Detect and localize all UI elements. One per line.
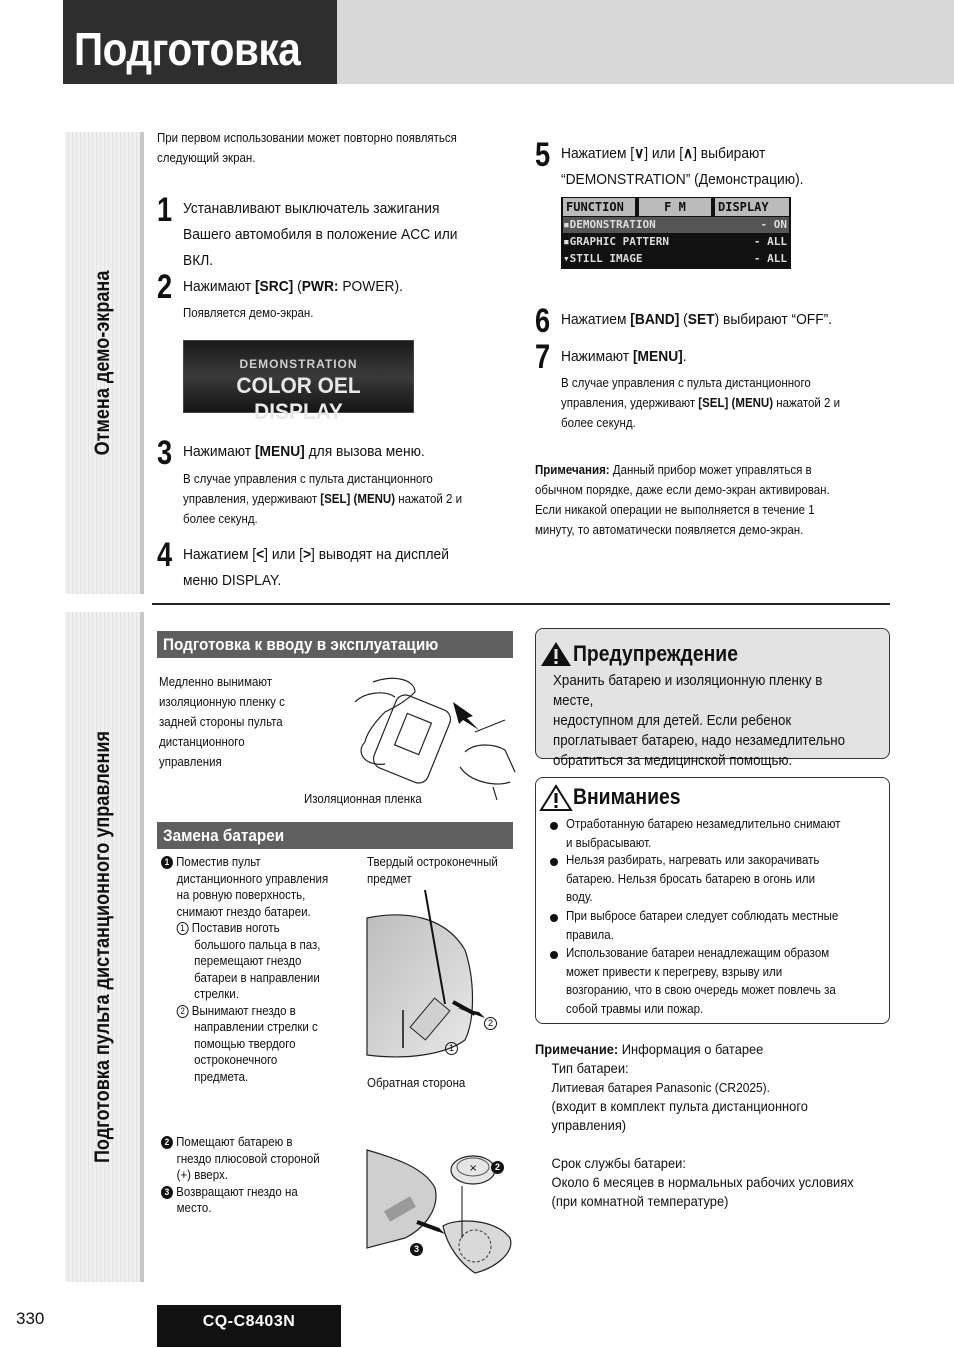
menu-header-function: FUNCTION	[563, 198, 635, 216]
prep-line: Медленно вынимают	[159, 675, 273, 689]
bullet-icon	[550, 914, 558, 922]
menu-header-fm: F M	[639, 198, 711, 216]
sel-menu-key: [SEL] (MENU)	[320, 492, 396, 506]
prep-line: изоляционную пленку с	[159, 695, 285, 709]
battery-line: предмета.	[194, 1069, 249, 1084]
right-arrow-icon: >	[302, 546, 312, 563]
model-badge: CQ-C8403N	[157, 1305, 341, 1347]
caution-item	[566, 907, 838, 944]
section-bar-label: Подготовка к вводу в эксплуатацию	[163, 635, 439, 654]
sub-text: нажатой 2 и	[395, 492, 463, 506]
sub-line: более секунд.	[183, 512, 258, 526]
figure-callout	[445, 1039, 458, 1057]
battery-line: Поместив пульт	[176, 855, 261, 869]
caution-line: и выбрасывают.	[566, 835, 652, 850]
battery-removal-illustration	[365, 890, 515, 1070]
step-text: Нажатием [	[561, 145, 635, 162]
step-2-sub: Появляется демо-экран.	[183, 306, 314, 320]
sel-menu-key: [SEL] (MENU)	[698, 396, 774, 410]
side-tab-remote	[65, 612, 144, 1282]
battery-line: направлении стрелки с	[194, 1020, 318, 1034]
battery-line: снимают гнездо батареи.	[176, 904, 311, 919]
note-label: Примечания:	[535, 463, 610, 477]
step-4-text	[183, 542, 449, 594]
warning-box	[535, 628, 890, 769]
prep-text	[159, 672, 285, 772]
note-line: Литиевая батарея Panasonic (CR2025).	[551, 1080, 770, 1095]
battery-line: гнездо плюсовой стороной	[176, 1151, 320, 1166]
battery-line: перемещают гнездо	[194, 954, 302, 968]
menu-key: [MENU]	[254, 443, 305, 460]
step-line: меню DISPLAY.	[183, 572, 282, 589]
step-text: Нажимают	[561, 348, 633, 365]
battery-line: батареи в направлении	[194, 970, 320, 985]
left-arrow-icon: <	[256, 546, 265, 563]
side-tab-remote-label: Подготовка пульта дистанционного управления	[90, 730, 114, 1164]
caution-line: возгоранию, что в свою очередь может повлечь за	[566, 983, 836, 997]
step-number: 6	[535, 302, 551, 340]
callout-badge: 2	[491, 1161, 504, 1174]
caution-line: собой травмы или пожар.	[566, 1001, 704, 1016]
step-text: (	[293, 278, 302, 295]
menu-row-demonstration	[563, 217, 789, 233]
callout-badge: 3	[410, 1243, 423, 1256]
note-label: Примечание:	[535, 1041, 619, 1057]
bullet-icon	[550, 951, 558, 959]
note-line: Около 6 месяцев в нормальных рабочих условиях	[551, 1174, 854, 1190]
tool-line: Твердый остроконечный	[367, 855, 498, 869]
caution-item	[566, 944, 836, 1018]
battery-line: стрелки.	[194, 987, 239, 1001]
menu-row-graphic	[563, 234, 789, 250]
battery-step-2-3	[161, 1134, 320, 1217]
film-removal-illustration	[345, 672, 517, 802]
substep-badge: 1	[177, 922, 189, 935]
section-bar-battery	[157, 822, 513, 849]
step-number: 7	[535, 338, 551, 376]
note-line: управления)	[551, 1117, 627, 1133]
prep-line: управления	[159, 755, 222, 769]
demo-screen-line1: DEMONSTRATION	[239, 357, 358, 371]
band-key: [BAND]	[630, 311, 680, 328]
warning-line: обратиться за медицинской помощью.	[553, 753, 793, 769]
note-line: (при комнатной температуре)	[551, 1193, 729, 1209]
step-text: для вызова меню.	[304, 443, 425, 460]
note-head: Информация о батарее	[618, 1041, 764, 1057]
intro-line: При первом использовании может повторно появляться	[157, 131, 457, 145]
battery-line: на ровную поверхность,	[176, 888, 306, 902]
step-text: Нажатием [	[183, 546, 257, 563]
back-side-label: Обратная сторона	[367, 1076, 466, 1090]
title-band	[337, 0, 954, 84]
step-3-text	[183, 439, 425, 465]
battery-line: остроконечного	[194, 1053, 278, 1067]
menu-row-value: - ALL	[753, 235, 787, 248]
menu-row-value: - ALL	[753, 252, 787, 265]
menu-row-label: ▪DEMONSTRATION	[563, 218, 656, 231]
battery-line: большого пальца в паз,	[194, 937, 321, 952]
callout-badge: 2	[484, 1017, 497, 1030]
step-1-text	[183, 196, 457, 274]
warning-text	[553, 671, 862, 771]
sub-line: В случае управления с пульта дистанционного	[561, 376, 811, 390]
menu-header-display: DISPLAY	[715, 198, 789, 216]
step-3-sub	[183, 469, 462, 529]
caution-line: воду.	[566, 890, 593, 904]
demo-intro	[157, 128, 457, 168]
step-number: 2	[157, 268, 173, 306]
down-arrow-icon: ∨	[634, 145, 645, 162]
menu-row-value: - ON	[760, 218, 787, 231]
step-6-text	[561, 307, 832, 333]
step-number: 1	[157, 191, 173, 229]
caution-line: может привести к перегреву, взрыву или	[566, 964, 783, 979]
caution-triangle-icon	[539, 784, 573, 812]
sub-text: нажатой 2 и	[773, 396, 841, 410]
prep-line: дистанционного	[159, 735, 245, 749]
caution-line: Использование батареи ненадлежащим образом	[566, 946, 830, 960]
battery-line: Поставив ноготь	[191, 921, 280, 935]
battery-step-1	[161, 854, 328, 1085]
caution-title: Вниманиеs	[573, 784, 681, 809]
intro-line: следующий экран.	[157, 151, 256, 165]
battery-note	[535, 1040, 854, 1211]
note-line: Тип батареи:	[551, 1060, 629, 1076]
page-number: 330	[16, 1309, 45, 1328]
step-line: Вашего автомобиля в положение ACC или	[183, 226, 458, 243]
battery-line: Помещают батарею в	[176, 1135, 293, 1149]
battery-line: (+) вверх.	[176, 1168, 228, 1182]
step-text: ] или [	[644, 145, 684, 162]
bullet-icon	[550, 822, 558, 830]
sub-text: управления, удерживают	[561, 396, 699, 410]
step-number: 5	[535, 136, 551, 174]
step-text: Нажимают	[183, 443, 255, 460]
sub-line: более секунд.	[561, 416, 636, 430]
step-text: .	[682, 348, 687, 365]
note-line: (входит в комплект пульта дистанционного	[551, 1098, 808, 1114]
menu-screen-image	[561, 197, 791, 269]
pwr-key: PWR:	[301, 278, 339, 295]
figure-callout	[484, 1014, 497, 1032]
step-line: ВКЛ.	[183, 252, 214, 269]
caution-line: Нельзя разбирать, нагревать или закорачивать	[566, 853, 820, 867]
warning-line: проглатывает батарею, надо незамедлительно	[553, 733, 845, 749]
step-2-text	[183, 274, 403, 300]
side-tab-demo-label: Отмена демо-экрана	[90, 270, 114, 456]
set-key: SET	[687, 311, 715, 328]
step-text: ] выбирают	[693, 145, 766, 162]
caution-line: батарею. Нельзя бросать батарею в огонь или	[566, 871, 816, 886]
prep-line: задней стороны пульта	[159, 715, 283, 729]
menu-row-still	[563, 251, 789, 267]
src-key: [SRC]	[254, 278, 294, 295]
substep-badge: 2	[177, 1005, 189, 1018]
tool-line: предмет	[367, 871, 412, 886]
section-divider	[152, 603, 890, 605]
step-5-text	[561, 141, 804, 193]
step-text: POWER).	[338, 278, 403, 295]
caution-item	[566, 815, 840, 852]
section-bar-prep	[157, 631, 513, 658]
step-text: ] выводят на дисплей	[311, 546, 449, 563]
step-7-text	[561, 344, 687, 370]
step-badge: 2	[161, 1136, 173, 1149]
film-label: Изоляционная пленка	[304, 792, 422, 806]
caution-item	[566, 851, 819, 907]
caution-box	[535, 777, 890, 1024]
figure-callout	[491, 1158, 504, 1176]
step-text: Нажатием	[561, 311, 631, 328]
battery-line: место.	[176, 1201, 212, 1215]
caution-line: Отработанную батарею незамедлительно снимают	[566, 817, 841, 831]
step-7-sub	[561, 373, 840, 433]
step-text: ] или [	[264, 546, 303, 563]
sub-text: управления, удерживают	[183, 492, 321, 506]
callout-badge: 1	[445, 1042, 458, 1055]
step-line: Устанавливают выключатель зажигания	[183, 200, 440, 217]
svg-text:×: ×	[469, 1163, 478, 1174]
menu-row-label: ▪GRAPHIC PATTERN	[563, 235, 669, 248]
up-arrow-icon: ∧	[683, 145, 694, 162]
warning-triangle-icon	[539, 640, 573, 668]
battery-line: Возвращают гнездо на	[176, 1184, 298, 1199]
step-line: “DEMONSTRATION” (Демонстрацию).	[561, 171, 804, 188]
warning-line: Хранить батарею и изоляционную пленку в месте,	[553, 673, 823, 709]
battery-line: Вынимают гнездо в	[191, 1003, 296, 1018]
figure-callout	[410, 1240, 423, 1258]
sub-line: В случае управления с пульта дистанционного	[183, 472, 433, 486]
note-line: обычном порядке, даже если демо-экран активирован.	[535, 483, 830, 497]
step-number: 4	[157, 536, 173, 574]
caution-line: При выбросе батареи следует соблюдать местные	[566, 909, 839, 923]
warning-line: недоступном для детей. Если ребенок	[553, 713, 792, 729]
step-number: 3	[157, 434, 173, 472]
bullet-icon	[550, 858, 558, 866]
page-title: Подготовка	[74, 23, 301, 75]
section-bar-label: Замена батареи	[163, 826, 285, 845]
step-text: Нажимают	[183, 278, 255, 295]
tool-label	[367, 854, 498, 887]
note-text: Данный прибор может управляться в	[609, 463, 812, 477]
battery-line: дистанционного управления	[176, 871, 329, 886]
note-line: Если никакой операции не выполняется в течение 1	[535, 503, 815, 517]
caution-line: правила.	[566, 927, 614, 942]
step-text: (	[679, 311, 688, 328]
warning-title: Предупреждение	[573, 641, 738, 666]
demo-note	[535, 460, 830, 540]
menu-row-label: ▾STILL IMAGE	[563, 252, 643, 265]
side-tab-demo	[65, 132, 144, 594]
step-text: ) выбирают “OFF”.	[714, 311, 833, 328]
menu-key: [MENU]	[632, 348, 683, 365]
step-badge: 1	[161, 856, 173, 869]
step-badge: 3	[161, 1186, 173, 1199]
note-line: минуту, то автоматически появляется демо-экран.	[535, 523, 804, 537]
demo-screen-image	[183, 340, 414, 424]
battery-line: помощью твердого	[194, 1036, 296, 1051]
demo-screen-line2: COLOR OEL DISPLAY	[236, 373, 361, 424]
note-line: Срок службы батареи:	[551, 1155, 686, 1171]
